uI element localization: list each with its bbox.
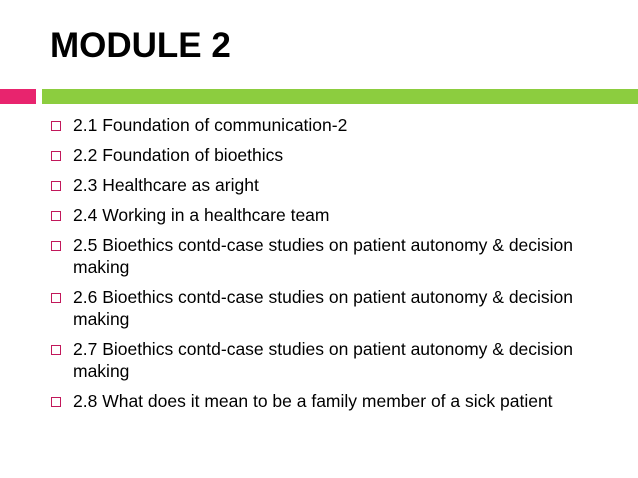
bullet-text: 2.1 Foundation of communication-2 [73,115,348,135]
hollow-square-icon [51,151,61,161]
bullet-text: 2.2 Foundation of bioethics [73,145,284,165]
hollow-square-icon [51,181,61,191]
bullet-item [51,144,611,166]
bullet-item [51,390,611,412]
accent-bar-pink [0,89,36,104]
bullet-text: 2.3 Healthcare as aright [73,175,259,195]
bullet-text: 2.5 Bioethics contd-case studies on patient autonomy & decision making [73,235,574,277]
bullet-text: 2.6 Bioethics contd-case studies on patient autonomy & decision making [73,287,574,329]
bullet-item [51,234,611,278]
hollow-square-icon [51,121,61,131]
bullet-item [51,338,611,382]
hollow-square-icon [51,241,61,251]
bullet-text: 2.4 Working in a healthcare team [73,205,330,225]
hollow-square-icon [51,293,61,303]
bullet-list [51,114,611,420]
slide-title: MODULE 2 [50,26,231,65]
hollow-square-icon [51,397,61,407]
bullet-text: 2.7 Bioethics contd-case studies on patient autonomy & decision making [73,339,574,381]
bullet-item [51,174,611,196]
hollow-square-icon [51,211,61,221]
accent-bar-green [42,89,638,104]
bullet-text: 2.8 What does it mean to be a family member of a sick patient [73,391,553,411]
bullet-item [51,114,611,136]
bullet-item [51,204,611,226]
hollow-square-icon [51,345,61,355]
bullet-item [51,286,611,330]
